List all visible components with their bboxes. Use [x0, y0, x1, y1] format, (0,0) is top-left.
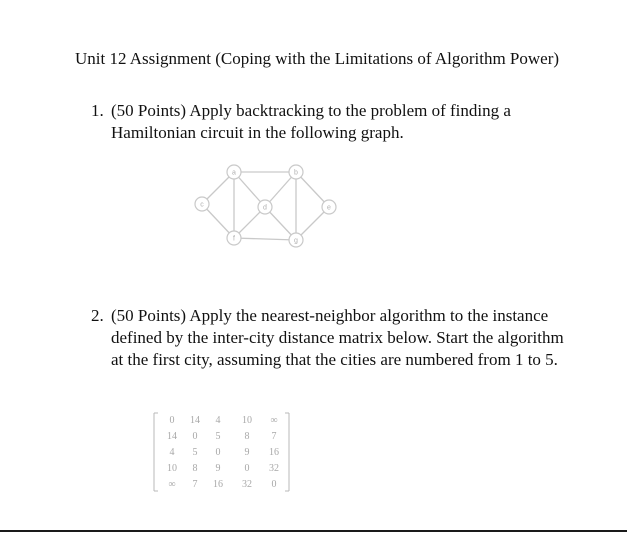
matrix-cell-r2-c3: 5: [215, 431, 221, 442]
matrix-cell-r3-c5: 16: [269, 447, 279, 458]
question-1-number: 1.: [91, 101, 104, 120]
question-2-number: 2.: [91, 306, 104, 325]
matrix-cell-r3-c2: 5: [192, 447, 198, 458]
graph-vertex-label-b: b: [294, 169, 298, 177]
matrix-cell-r2-c5: 7: [271, 431, 277, 442]
matrix-cell-r1-c1: 0: [169, 415, 175, 426]
matrix-cell-r5-c2: 7: [192, 479, 198, 490]
matrix-cell-r3-c4: 9: [244, 447, 250, 458]
matrix-cell-r1-c2: 14: [190, 415, 200, 426]
matrix-cell-r3-c3: 0: [215, 447, 221, 458]
matrix-cell-r5-c5: 0: [271, 479, 277, 490]
bottom-divider: [0, 530, 627, 532]
matrix-cell-r1-c3: 4: [215, 415, 221, 426]
graph-vertex-label-c: c: [200, 201, 204, 209]
graph-vertex-label-g: g: [294, 237, 298, 245]
graph-vertex-label-a: a: [232, 169, 236, 177]
matrix-cell-r5-c4: 32: [242, 479, 252, 490]
hamiltonian-graph-diagram: [185, 158, 355, 250]
matrix-cell-r4-c2: 8: [192, 463, 198, 474]
matrix-cell-r4-c1: 10: [167, 463, 177, 474]
graph-vertex-label-d: d: [263, 204, 267, 212]
matrix-cell-r5-c1: ∞: [168, 479, 176, 490]
question-2-text: (50 Points) Apply the nearest-neighbor algorithm to the instance defined by the inter-city distance matrix below. Start the algorithm at the first city, assuming that the cities are numbered from 1 to 5.: [111, 306, 564, 369]
matrix-cell-r4-c5: 32: [269, 463, 279, 474]
graph-vertex-label-f: f: [233, 235, 235, 243]
matrix-cell-r2-c1: 14: [167, 431, 177, 442]
graph-vertex-label-e: e: [327, 204, 331, 212]
matrix-cell-r3-c1: 4: [169, 447, 175, 458]
matrix-cell-r1-c5: ∞: [270, 415, 278, 426]
graph-edge-f-g: [234, 238, 296, 240]
assignment-title: Unit 12 Assignment (Coping with the Limitations of Algorithm Power): [75, 49, 560, 68]
matrix-cell-r2-c4: 8: [244, 431, 250, 442]
matrix-cell-r2-c2: 0: [192, 431, 198, 442]
distance-matrix: [150, 412, 292, 494]
matrix-cell-r4-c4: 0: [244, 463, 250, 474]
matrix-cell-r4-c3: 9: [215, 463, 221, 474]
matrix-cell-r5-c3: 16: [213, 479, 223, 490]
question-1-text: (50 Points) Apply backtracking to the problem of finding a Hamiltonian circuit in the following graph.: [111, 101, 511, 142]
matrix-cell-r1-c4: 10: [242, 415, 252, 426]
